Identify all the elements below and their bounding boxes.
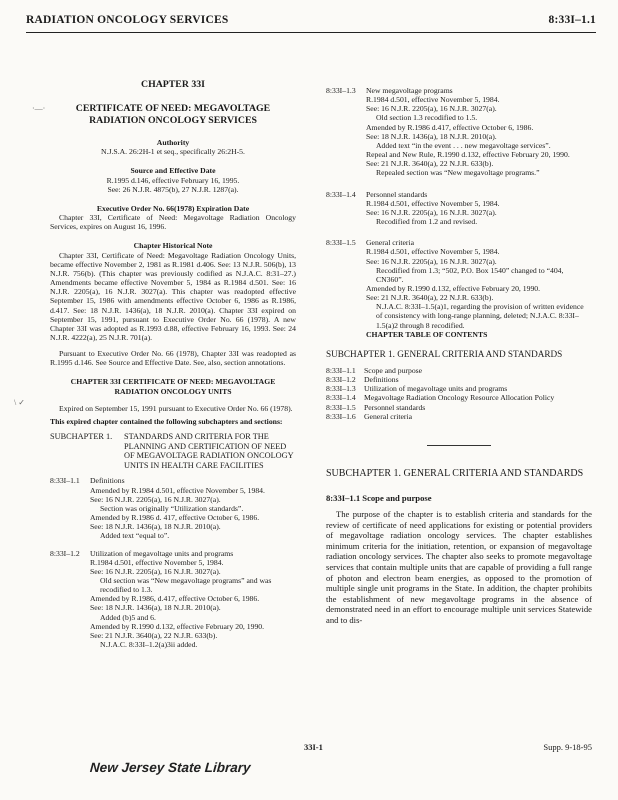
history-line: See: 21 N.J.R. 3640(a), 22 N.J.R. 633(b). — [366, 293, 494, 303]
toc-subchapter-heading: SUBCHAPTER 1. GENERAL CRITERIA AND STANDARDS — [326, 348, 563, 359]
section-title: Personnel standards — [366, 189, 428, 199]
section-number: 8:33I–1.5 — [326, 238, 356, 248]
history-line: N.J.A.C. 8:33I–1.2(a)3ii added. — [100, 640, 198, 650]
history-line: See: 16 N.J.R. 2205(a), 16 N.J.R. 3027(a). — [90, 494, 221, 504]
history-line: Amended by R.1986, d.417, effective October 6, 1986. — [90, 594, 260, 604]
history-line: See: 16 N.J.R. 2205(a), 16 N.J.R. 3027(a). — [366, 104, 497, 114]
expired-chapter-heading: CHAPTER 33I CERTIFICATE OF NEED: MEGAVOLTAGE RADIATION ONCOLOGY UNITS — [70, 377, 276, 396]
section-title: General criteria — [366, 238, 415, 248]
toc-title: Megavoltage Radiation Oncology Resource Allocation Policy — [364, 393, 555, 403]
history-line: See: 16 N.J.R. 2205(a), 16 N.J.R. 3027(a). — [90, 566, 221, 576]
expired-subchapter — [50, 432, 296, 470]
history-line: R.1984 d.501, effective November 5, 1984. — [366, 247, 500, 257]
history-line: Amended by R.1986 d.417, effective October 6, 1986. — [366, 122, 534, 132]
history-line: Old section was “New megavoltage programs” and was recodified to 1.3. — [100, 576, 272, 595]
page-number: 33I-1 — [304, 742, 323, 752]
section-number: 8:33I–1.1 — [50, 476, 80, 486]
toc-item — [326, 366, 592, 375]
section-entry — [326, 238, 592, 339]
history-line: Amended by R.1990 d.132, effective February 20, 1990. — [366, 283, 541, 293]
supplement-date: Supp. 9-18-95 — [543, 742, 592, 752]
library-stamp: New Jersey State Library — [89, 760, 252, 775]
section-title: New megavoltage programs — [366, 86, 453, 95]
toc-item — [326, 403, 592, 412]
historical-note-paragraph: Chapter 33I, Certificate of Need: Megavoltage Radiation Oncology Units, became effective November 2, 1981 as R.1981 d.406. See: 13 N.J.R. 506(b), 13 N.J.R. 756(b). (This chapter was previously codified as N.J.A.C. 8:31–27.) Amendments became effective November 5, 1984 as R.1984 d.501. See: 16 N.J.R. 2205(a), 16 N.J.R. 3027(a). This chapter was readopted effective September 15, 1986 with amendments effective October 6, 1986 as R.1986, d.417. See: 18 N.J.R. 1436(a), 18 N.J.R. 2010(a). Chapter 33I expired on September 15, 1991, pursuant to Executive Order No. 66 (1978). A new Chapter 33I was adopted as R.1993 d.88, effective February 16, 1993. See: 24 N.J.R. 4222(a), 25 N.J.R. 701(a). — [50, 250, 296, 342]
table-of-contents-heading: CHAPTER TABLE OF CONTENTS — [366, 329, 488, 339]
history-line: R.1984 d.501, effective November 5, 1984. — [90, 557, 224, 567]
toc-number: 8:33I–1.5 — [326, 402, 356, 412]
toc-number: 8:33I–1.3 — [326, 384, 356, 394]
toc-title: Definitions — [364, 375, 399, 385]
history-line: Added text “equal to”. — [100, 531, 170, 541]
executive-order-heading: Executive Order No. 66(1978) Expiration Date — [96, 203, 250, 213]
history-line: Added text “in the event . . . new megavoltage services”. — [376, 140, 551, 150]
scope-paragraph: The purpose of the chapter is to establish criteria and standards for the review of certificate of need applications for existing or potential providers of megavoltage radiation oncology services. The chapter establishes minimum criteria for the initiation, retention, or expansion of megavoltage radiation oncology services. The chapter also seeks to promote megavoltage services that contain multiple units that are capable of providing a full range of photon and electron beam energies, as opposed to the promotion of multiple single unit programs in the State. In addition, the chapter prohibits the establishment of new megavoltage programs in the absence of demonstrated need in an effort to encourage multiple unit services Statewide and to dis- — [326, 509, 592, 625]
history-line: Old section 1.3 recodified to 1.5. — [376, 113, 478, 123]
history-line: Amended by R.1986 d. 417, effective October 6, 1986. — [90, 513, 260, 523]
authority-text: N.J.S.A. 26:2H-1 et seq., specifically 26:2H-5. — [101, 147, 245, 157]
history-line: Repeal and New Rule, R.1990 d.132, effective February 20, 1990. — [366, 150, 570, 160]
toc-item — [326, 393, 592, 402]
history-line: Amended by R.1990 d.132, effective February 20, 1990. — [90, 621, 265, 631]
toc-title: Scope and purpose — [364, 365, 423, 375]
header-section-number: 8:33I–1.1 — [548, 14, 596, 26]
toc-item — [326, 412, 592, 421]
history-line: Section was originally “Utilization standards”. — [100, 503, 244, 513]
chapter-number: CHAPTER 33I — [141, 79, 205, 90]
header-title: RADIATION ONCOLOGY SERVICES — [26, 14, 229, 26]
history-line: Recodified from 1.3; “502, P.O. Box 1540” changed to “404, CN360”. — [376, 265, 564, 284]
history-line: See: 18 N.J.R. 1436(a), 18 N.J.R. 2010(a). — [366, 131, 497, 141]
expired-chapter-note: This expired chapter contained the following subchapters and sections: — [50, 416, 283, 426]
source-line: R.1995 d.146, effective February 16, 1995. — [106, 175, 240, 185]
toc-title: Utilization of megavoltage units and programs — [364, 384, 508, 394]
chapter-title: CERTIFICATE OF NEED: MEGAVOLTAGE RADIATION ONCOLOGY SERVICES — [75, 103, 271, 126]
source-section — [50, 166, 296, 193]
source-heading: Source and Effective Date — [130, 166, 216, 176]
margin-mark: ·—· — [32, 104, 46, 113]
subchapter-label: SUBCHAPTER 1. — [50, 432, 113, 442]
section-entry — [326, 86, 592, 178]
right-column — [326, 86, 592, 626]
history-line: Repealed section was “New megavoltage programs.” — [376, 168, 540, 178]
historical-note-paragraph: Pursuant to Executive Order No. 66 (1978), Chapter 33I was readopted as R.1995 d.146. See Source and Effective Date. See, also, section annotations. — [50, 349, 296, 368]
section-title: Utilization of megavoltage units and programs — [90, 548, 234, 558]
section-entry — [326, 190, 592, 227]
history-line: Amended by R.1984 d.501, effective November 5, 1984. — [90, 485, 265, 495]
executive-order-section — [50, 204, 296, 231]
margin-mark: \ ✓ — [14, 398, 25, 407]
toc-number: 8:33I–1.4 — [326, 393, 356, 403]
historical-note-heading: Chapter Historical Note — [133, 241, 213, 251]
history-line: R.1984 d.501, effective November 5, 1984. — [366, 95, 500, 105]
toc-item — [326, 384, 592, 393]
authority-section — [50, 138, 296, 156]
subchapter-heading: SUBCHAPTER 1. GENERAL CRITERIA AND STANDARDS — [326, 467, 584, 479]
toc-title: General criteria — [364, 411, 413, 421]
table-of-contents — [326, 366, 592, 421]
history-line: See: 18 N.J.R. 1436(a), 18 N.J.R. 2010(a). — [90, 603, 221, 613]
history-line: Added (b)5 and 6. — [100, 612, 156, 622]
history-line: See: 21 N.J.R. 3640(a), 22 N.J.R. 633(b). — [90, 630, 218, 640]
history-line: N.J.A.C. 8:33I–1.5(a)1, regarding the provision of written evidence of consistency with long-range planning, deleted; N.J.A.C. 8:33I–1.5(a)2 through 8 recodified. — [376, 302, 584, 330]
section-number: 8:33I–1.3 — [326, 86, 356, 95]
toc-number: 8:33I–1.6 — [326, 411, 356, 421]
section-number: 8:33I–1.2 — [50, 548, 80, 558]
section-heading: 8:33I–1.1 Scope and purpose — [326, 492, 432, 503]
toc-title: Personnel standards — [364, 402, 426, 412]
toc-number: 8:33I–1.1 — [326, 365, 356, 375]
history-line: See: 21 N.J.R. 3640(a), 22 N.J.R. 633(b). — [366, 159, 494, 169]
section-title: Definitions — [90, 476, 125, 486]
expired-chapter-text: Expired on September 15, 1991 pursuant to Executive Order No. 66 (1978). — [59, 403, 293, 413]
section-number: 8:33I–1.4 — [326, 189, 356, 199]
section-entry — [50, 549, 296, 650]
history-line: R.1984 d.501, effective November 5, 1984. — [366, 198, 500, 208]
history-line: See: 18 N.J.R. 1436(a), 18 N.J.R. 2010(a). — [90, 522, 221, 532]
toc-item — [326, 375, 592, 384]
left-column — [50, 80, 296, 657]
source-line: See: 26 N.J.R. 4875(b), 27 N.J.R. 1287(a). — [107, 184, 239, 194]
authority-heading: Authority — [156, 138, 190, 148]
history-line: See: 16 N.J.R. 2205(a), 16 N.J.R. 3027(a). — [366, 256, 497, 266]
toc-number: 8:33I–1.2 — [326, 375, 356, 385]
history-line: See: 16 N.J.R. 2205(a), 16 N.J.R. 3027(a). — [366, 207, 497, 217]
running-header — [26, 14, 596, 33]
executive-order-text: Chapter 33I, Certificate of Need: Megavoltage Radiation Oncology Services, expires on August 16, 1996. — [50, 213, 296, 232]
divider — [427, 445, 491, 446]
subchapter-title: STANDARDS AND CRITERIA FOR THE PLANNING AND CERTIFICATION OF NEED OF MEGAVOLTAGE RADIATION ONCOLOGY UNITS IN HEALTH CARE FACILITIES — [124, 432, 294, 470]
historical-note-section — [50, 241, 296, 367]
history-line: Recodified from 1.2 and revised. — [376, 217, 478, 227]
section-entry — [50, 476, 296, 540]
